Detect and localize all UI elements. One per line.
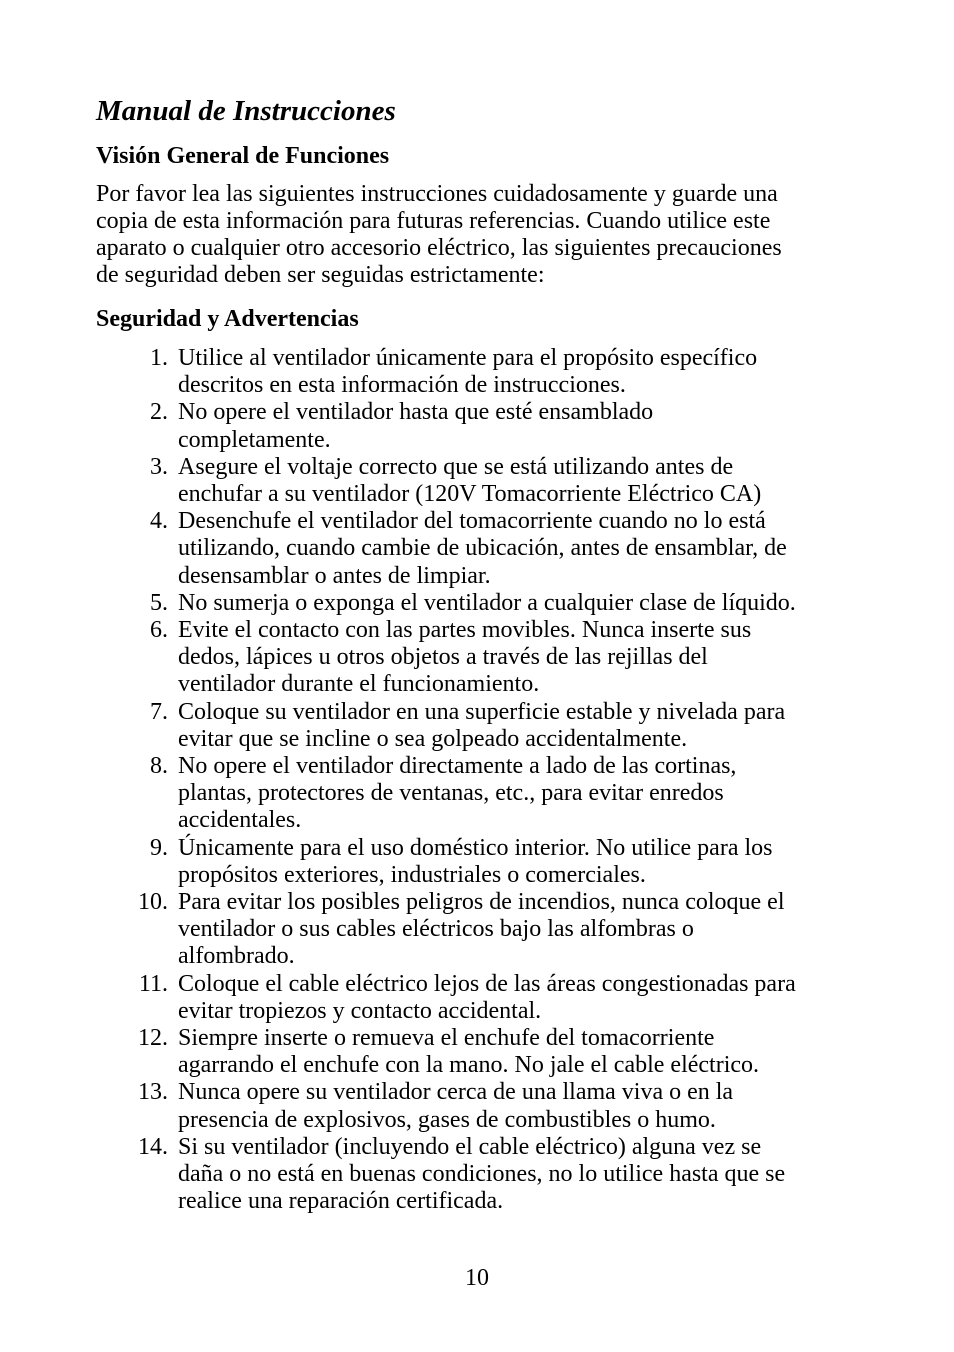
- list-item-text: evitar que se incline o sea golpeado accidentalmente.: [178, 725, 688, 752]
- list-item-number: 6.: [150, 617, 168, 644]
- list-item-text: Asegure el voltaje correcto que se está utilizando antes de: [178, 453, 734, 480]
- intro-line: Por favor lea las siguientes instrucciones cuidadosamente y guarde una: [96, 181, 778, 207]
- overview-heading: Visión General de Funciones: [96, 143, 390, 169]
- list-item: [96, 345, 896, 399]
- list-item-text: descritos en esta información de instrucciones.: [178, 372, 626, 399]
- list-item-text: alfombrado.: [178, 943, 295, 970]
- list-item: [96, 1079, 896, 1133]
- list-item-text: utilizando, cuando cambie de ubicación, antes de ensamblar, de: [178, 535, 787, 562]
- list-item: [96, 590, 896, 617]
- list-item-number: 9.: [150, 834, 168, 861]
- list-item-text: desensamblar o antes de limpiar.: [178, 562, 491, 589]
- list-item-text: daña o no está en buenas condiciones, no lo utilice hasta que se: [178, 1161, 786, 1188]
- list-item-text: Únicamente para el uso doméstico interior. No utilice para los: [178, 834, 773, 861]
- list-item-number: 7.: [150, 698, 168, 725]
- list-item-text: Evite el contacto con las partes movibles. Nunca inserte sus: [178, 617, 752, 644]
- list-item-text: No sumerja o exponga el ventilador a cualquier clase de líquido.: [178, 589, 796, 616]
- list-item-number: 4.: [150, 508, 168, 535]
- intro-line: de seguridad deben ser seguidas estrictamente:: [96, 262, 545, 288]
- list-item-number: 2.: [150, 399, 168, 426]
- list-item-number: 12.: [138, 1025, 168, 1052]
- list-item: [96, 889, 896, 971]
- list-item: [96, 399, 896, 453]
- list-item-text: Nunca opere su ventilador cerca de una llama viva o en la: [178, 1079, 734, 1106]
- list-item-text: presencia de explosivos, gases de combustibles o humo.: [178, 1106, 716, 1133]
- list-item: [96, 835, 896, 889]
- list-item-text: Para evitar los posibles peligros de incendios, nunca coloque el: [178, 889, 785, 916]
- list-item-number: 13.: [138, 1079, 168, 1106]
- list-item-text: enchufar a su ventilador (120V Tomacorriente Eléctrico CA): [178, 481, 762, 508]
- page-number: 10: [465, 1265, 489, 1291]
- list-item: [96, 753, 896, 835]
- list-item-number: 8.: [150, 753, 168, 780]
- list-item-text: accidentales.: [178, 807, 302, 834]
- list-item-number: 11.: [138, 970, 168, 997]
- list-item-text: Coloque su ventilador en una superficie estable y nivelada para: [178, 698, 786, 725]
- list-item: [96, 1134, 896, 1216]
- list-item-text: evitar tropiezos y contacto accidental.: [178, 997, 542, 1024]
- intro-line: aparato o cualquier otro accesorio eléctrico, las siguientes precauciones: [96, 235, 782, 261]
- list-item-text: plantas, protectores de ventanas, etc., para evitar enredos: [178, 780, 724, 807]
- list-item-number: 14.: [138, 1133, 168, 1160]
- list-item: [96, 971, 896, 1025]
- safety-heading: Seguridad y Advertencias: [96, 306, 359, 332]
- list-item: [96, 699, 896, 753]
- list-item-text: propósitos exteriores, industriales o comerciales.: [178, 861, 646, 888]
- list-item: [96, 617, 896, 699]
- safety-warnings-list: [96, 345, 896, 1216]
- list-item-number: 3.: [150, 453, 168, 480]
- list-item-text: No opere el ventilador directamente a lado de las cortinas,: [178, 753, 737, 780]
- list-item-number: 5.: [150, 589, 168, 616]
- list-item: [96, 508, 896, 590]
- list-item-text: Desenchufe el ventilador del tomacorriente cuando no lo está: [178, 508, 766, 535]
- list-item-text: agarrando el enchufe con la mano. No jale el cable eléctrico.: [178, 1052, 760, 1079]
- list-item-text: completamente.: [178, 426, 331, 453]
- list-item-text: No opere el ventilador hasta que esté ensamblado: [178, 399, 654, 426]
- list-item-text: ventilador durante el funcionamiento.: [178, 671, 540, 698]
- page-title: Manual de Instrucciones: [96, 95, 396, 127]
- list-item-text: Utilice al ventilador únicamente para el propósito específico: [178, 345, 758, 371]
- list-item-text: ventilador o sus cables eléctricos bajo las alfombras o: [178, 916, 694, 943]
- list-item-text: Siempre inserte o remueva el enchufe del tomacorriente: [178, 1025, 715, 1052]
- list-item-text: dedos, lápices u otros objetos a través de las rejillas del: [178, 644, 708, 671]
- list-item-number: 1.: [150, 345, 168, 371]
- list-item: [96, 1025, 896, 1079]
- intro-paragraph: [96, 181, 886, 289]
- list-item: [96, 454, 896, 508]
- list-item-text: realice una reparación certificada.: [178, 1188, 504, 1215]
- intro-line: copia de esta información para futuras referencias. Cuando utilice este: [96, 208, 771, 234]
- list-item-number: 10.: [138, 889, 168, 916]
- list-item-text: Coloque el cable eléctrico lejos de las áreas congestionadas para: [178, 970, 796, 997]
- list-item-text: Si su ventilador (incluyendo el cable eléctrico) alguna vez se: [178, 1133, 762, 1160]
